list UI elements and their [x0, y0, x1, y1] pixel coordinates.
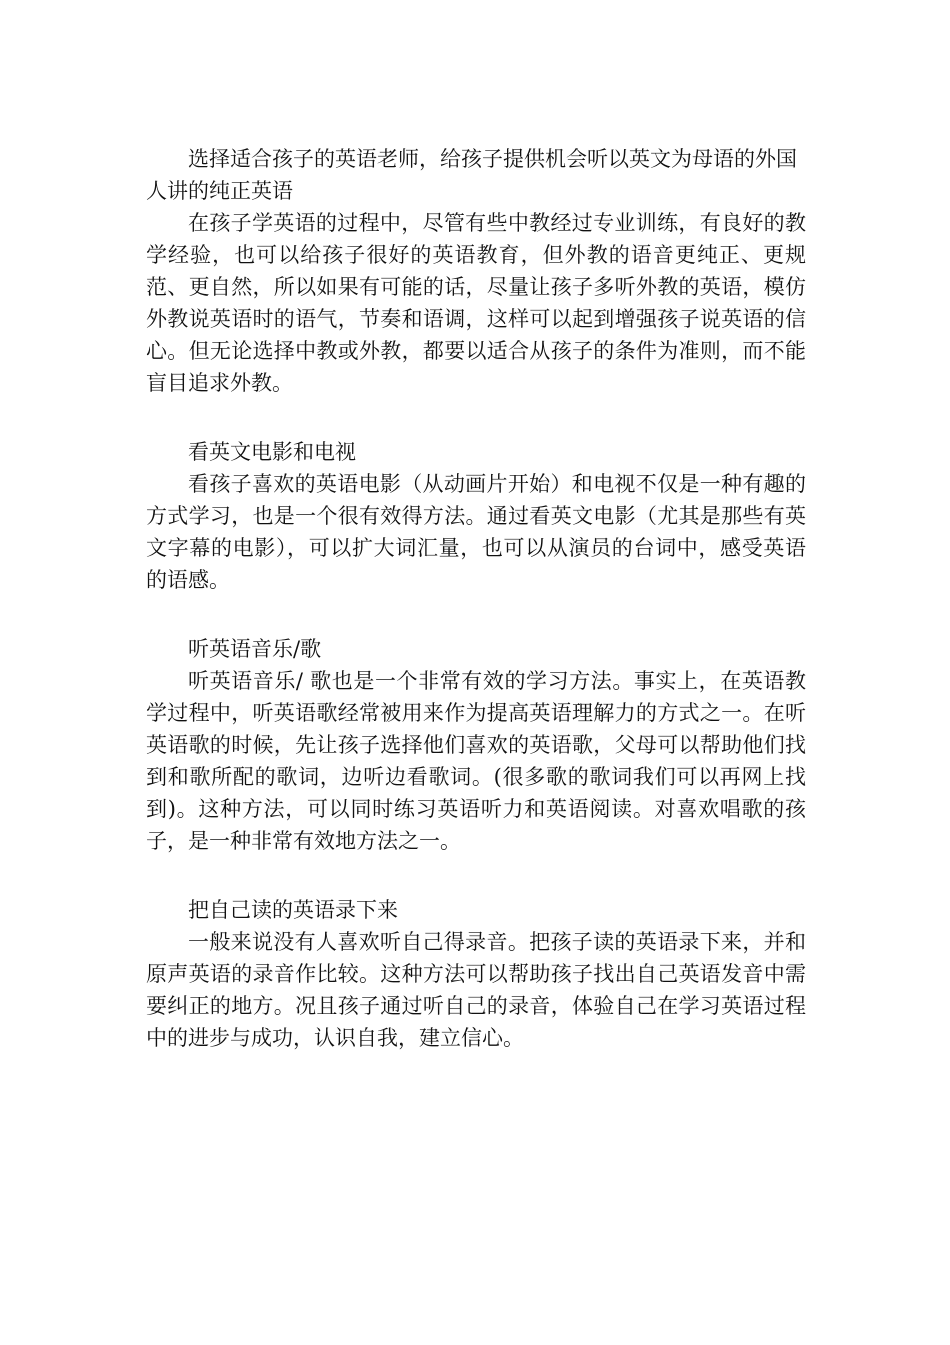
section-heading: 把自己读的英语录下来	[188, 898, 398, 922]
section-heading: 选择适合孩子的英语老师，给孩子提供机会听以英文为母语的外国人讲的纯正英语	[146, 147, 797, 203]
document-page	[146, 143, 806, 1091]
section-heading: 听英语音乐/歌	[188, 637, 322, 661]
section-paragraph: 听英语音乐/ 歌也是一个非常有效的学习方法。事实上，在英语教学过程中，听英语歌经常被用来作为提高英语理解力的方式之一。在听英语歌的时候，先让孩子选择他们喜欢的英语歌，父母可以帮助他们找到和歌所配的歌词，边听边看歌词。(很多歌的歌词我们可以再网上找到)。这种方法，可以同时练习英语听力和英语阅读。对喜欢唱歌的孩子，是一种非常有效地方法之一。	[146, 669, 806, 853]
section-heading: 看英文电影和电视	[188, 440, 356, 464]
section-music-songs	[146, 633, 806, 857]
section-paragraph: 一般来说没有人喜欢听自己得录音。把孩子读的英语录下来，并和原声英语的录音作比较。这种方法可以帮助孩子找出自己英语发音中需要纠正的地方。况且孩子通过听自己的录音，体验自己在学习英语过程中的进步与成功，认识自我，建立信心。	[146, 930, 806, 1050]
section-record-reading	[146, 894, 806, 1054]
section-english-teacher	[146, 143, 806, 399]
section-paragraph: 看孩子喜欢的英语电影（从动画片开始）和电视不仅是一种有趣的方式学习，也是一个很有效得方法。通过看英文电影（尤其是那些有英文字幕的电影），可以扩大词汇量，也可以从演员的台词中，感受英语的语感。	[146, 472, 806, 592]
section-paragraph: 在孩子学英语的过程中，尽管有些中教经过专业训练，有良好的教学经验，也可以给孩子很好的英语教育，但外教的语音更纯正、更规范、更自然，所以如果有可能的话，尽量让孩子多听外教的英语，模仿外教说英语时的语气，节奏和语调，这样可以起到增强孩子说英语的信心。但无论选择中教或外教，都要以适合从孩子的条件为准则，而不能盲目追求外教。	[146, 211, 806, 395]
section-movies-tv	[146, 436, 806, 596]
